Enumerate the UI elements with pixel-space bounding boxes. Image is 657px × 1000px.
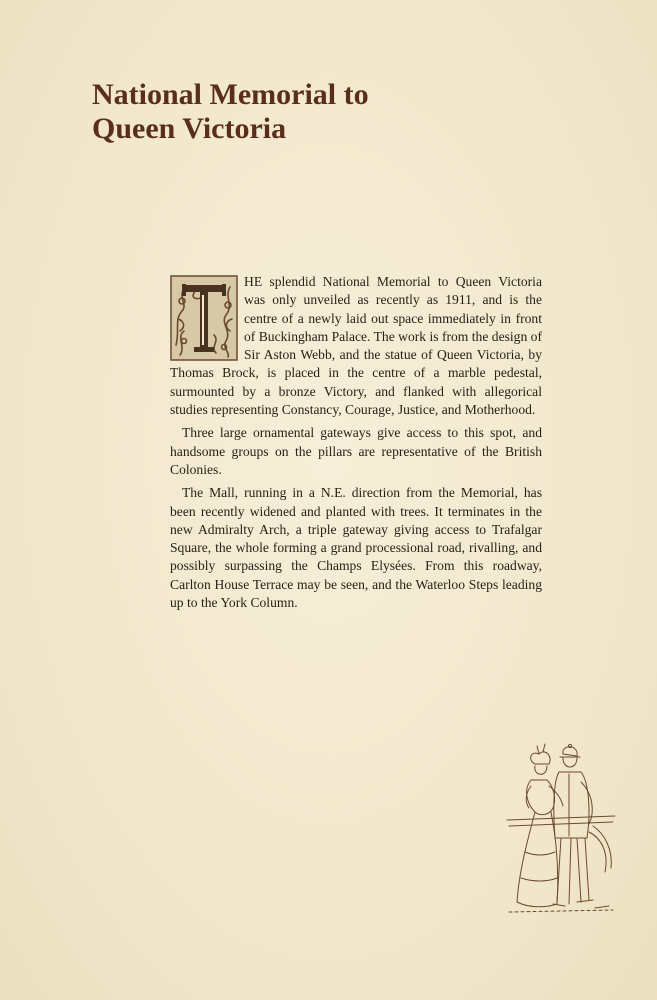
paragraph-3: The Mall, running in a N.E. direction from the Memorial, has been recently widened and planted with trees. It terminates in the new Admiralty Arch, a triple gateway giving access to Trafalgar Square, the whole forming a grand processional road, rivalling, and possibly surpassing the Champs Elysées. From this roadway, Carlton House Terrace may be seen, and the Waterloo Steps leading up to the York Column. — [170, 485, 542, 611]
paragraph-2: Three large ornamental gateways give access to this spot, and handsome groups on the pillars are representative of the British Colonies. — [170, 425, 542, 477]
policeman-and-lady-sketch-icon — [505, 742, 617, 922]
paragraph-1: HE splendid National Memorial to Queen Victoria was only unveiled as recently as 1911, and is the centre of a newly laid out space immediately in front of Buckingham Palace. The work is from the design of Sir Aston Webb, and the statue of Queen Victoria, by Thomas Brock, is placed in the centre of a marble pedestal, surmounted by a bronze Victory, and flanked with allegorical studies representing Constancy, Courage, Justice, and Motherhood. — [170, 274, 542, 418]
title-line-2: Queen Victoria — [92, 112, 287, 145]
article-body — [170, 273, 542, 612]
title-line-1: National Memorial to — [92, 78, 369, 111]
ornamental-dropcap-t-icon — [170, 275, 238, 361]
page-title — [92, 78, 512, 146]
